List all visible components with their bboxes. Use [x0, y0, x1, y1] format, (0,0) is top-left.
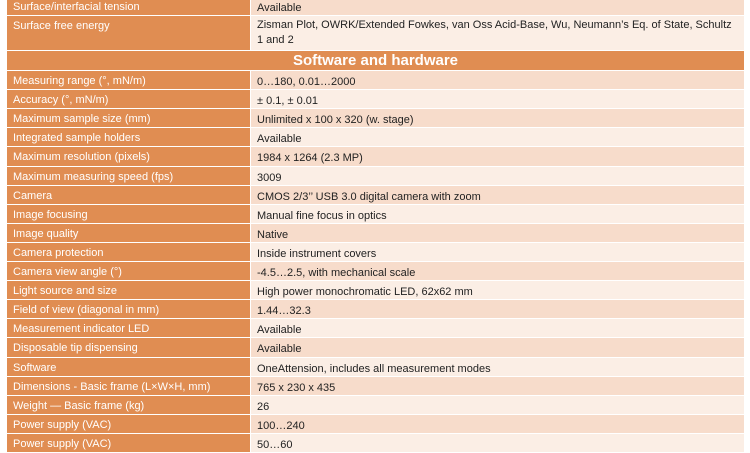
spec-row-surface-free-energy [7, 16, 744, 51]
spec-label: Field of view (diagonal in mm) [7, 300, 251, 319]
spec-label: Image focusing [7, 205, 251, 224]
spec-value: Available [251, 338, 744, 357]
spec-row [7, 319, 744, 338]
spec-label: Power supply (VAC) [7, 415, 251, 434]
spec-row [7, 396, 744, 415]
spec-value: 50…60 [251, 434, 744, 453]
spec-value: 0…180, 0.01…2000 [251, 71, 744, 90]
spec-row [7, 415, 744, 434]
spec-row [7, 186, 744, 205]
spec-value: OneAttension, includes all measurement modes [251, 358, 744, 377]
spec-value: 26 [251, 396, 744, 415]
spec-row [7, 377, 744, 396]
spec-value: High power monochromatic LED, 62x62 mm [251, 281, 744, 300]
spec-label: Camera view angle (°) [7, 262, 251, 281]
spec-row [7, 147, 744, 166]
spec-row [7, 109, 744, 128]
spec-label: Measuring range (°, mN/m) [7, 71, 251, 90]
spec-row [7, 167, 744, 186]
spec-label: Light source and size [7, 281, 251, 300]
spec-row [7, 224, 744, 243]
spec-label: Camera protection [7, 243, 251, 262]
spec-row [7, 262, 744, 281]
spec-label: Dimensions - Basic frame (L×W×H, mm) [7, 377, 251, 396]
spec-value: Available [251, 319, 744, 338]
spec-table [7, 0, 744, 453]
spec-label: Surface free energy [7, 16, 251, 51]
spec-value: 765 x 230 x 435 [251, 377, 744, 396]
spec-label: Weight — Basic frame (kg) [7, 396, 251, 415]
spec-label: Maximum resolution (pixels) [7, 147, 251, 166]
spec-label: Surface/interfacial tension [7, 0, 251, 16]
spec-label: Measurement indicator LED [7, 319, 251, 338]
spec-value: Available [251, 0, 744, 16]
spec-value: Native [251, 224, 744, 243]
spec-label: Maximum sample size (mm) [7, 109, 251, 128]
spec-row [7, 300, 744, 319]
spec-row [7, 71, 744, 90]
spec-label: Accuracy (°, mN/m) [7, 90, 251, 109]
spec-value: 3009 [251, 167, 744, 186]
spec-label: Image quality [7, 224, 251, 243]
spec-row [7, 434, 744, 453]
spec-value: 1.44…32.3 [251, 300, 744, 319]
section-title: Software and hardware [7, 51, 744, 71]
spec-value: 100…240 [251, 415, 744, 434]
spec-label: Software [7, 358, 251, 377]
spec-value: Inside instrument covers [251, 243, 744, 262]
spec-value: -4.5…2.5, with mechanical scale [251, 262, 744, 281]
spec-row [7, 90, 744, 109]
spec-value: ± 0.1, ± 0.01 [251, 90, 744, 109]
spec-row [7, 338, 744, 357]
spec-row [7, 205, 744, 224]
spec-row [7, 281, 744, 300]
spec-value: 1984 x 1264 (2.3 MP) [251, 147, 744, 166]
section-header [7, 51, 744, 71]
spec-label: Integrated sample holders [7, 128, 251, 147]
spec-label: Disposable tip dispensing [7, 338, 251, 357]
spec-value: CMOS 2/3’’ USB 3.0 digital camera with zoom [251, 186, 744, 205]
spec-value: Available [251, 128, 744, 147]
spec-row-surface-tension [7, 0, 744, 16]
spec-row [7, 358, 744, 377]
spec-row [7, 243, 744, 262]
spec-label: Camera [7, 186, 251, 205]
spec-label: Power supply (VAC) [7, 434, 251, 453]
spec-value: Zisman Plot, OWRK/Extended Fowkes, van Oss Acid-Base, Wu, Neumann’s Eq. of State, Schultz 1 and 2 [251, 16, 744, 51]
spec-row [7, 128, 744, 147]
spec-label: Maximum measuring speed (fps) [7, 167, 251, 186]
spec-value: Unlimited x 100 x 320 (w. stage) [251, 109, 744, 128]
spec-value: Manual fine focus in optics [251, 205, 744, 224]
